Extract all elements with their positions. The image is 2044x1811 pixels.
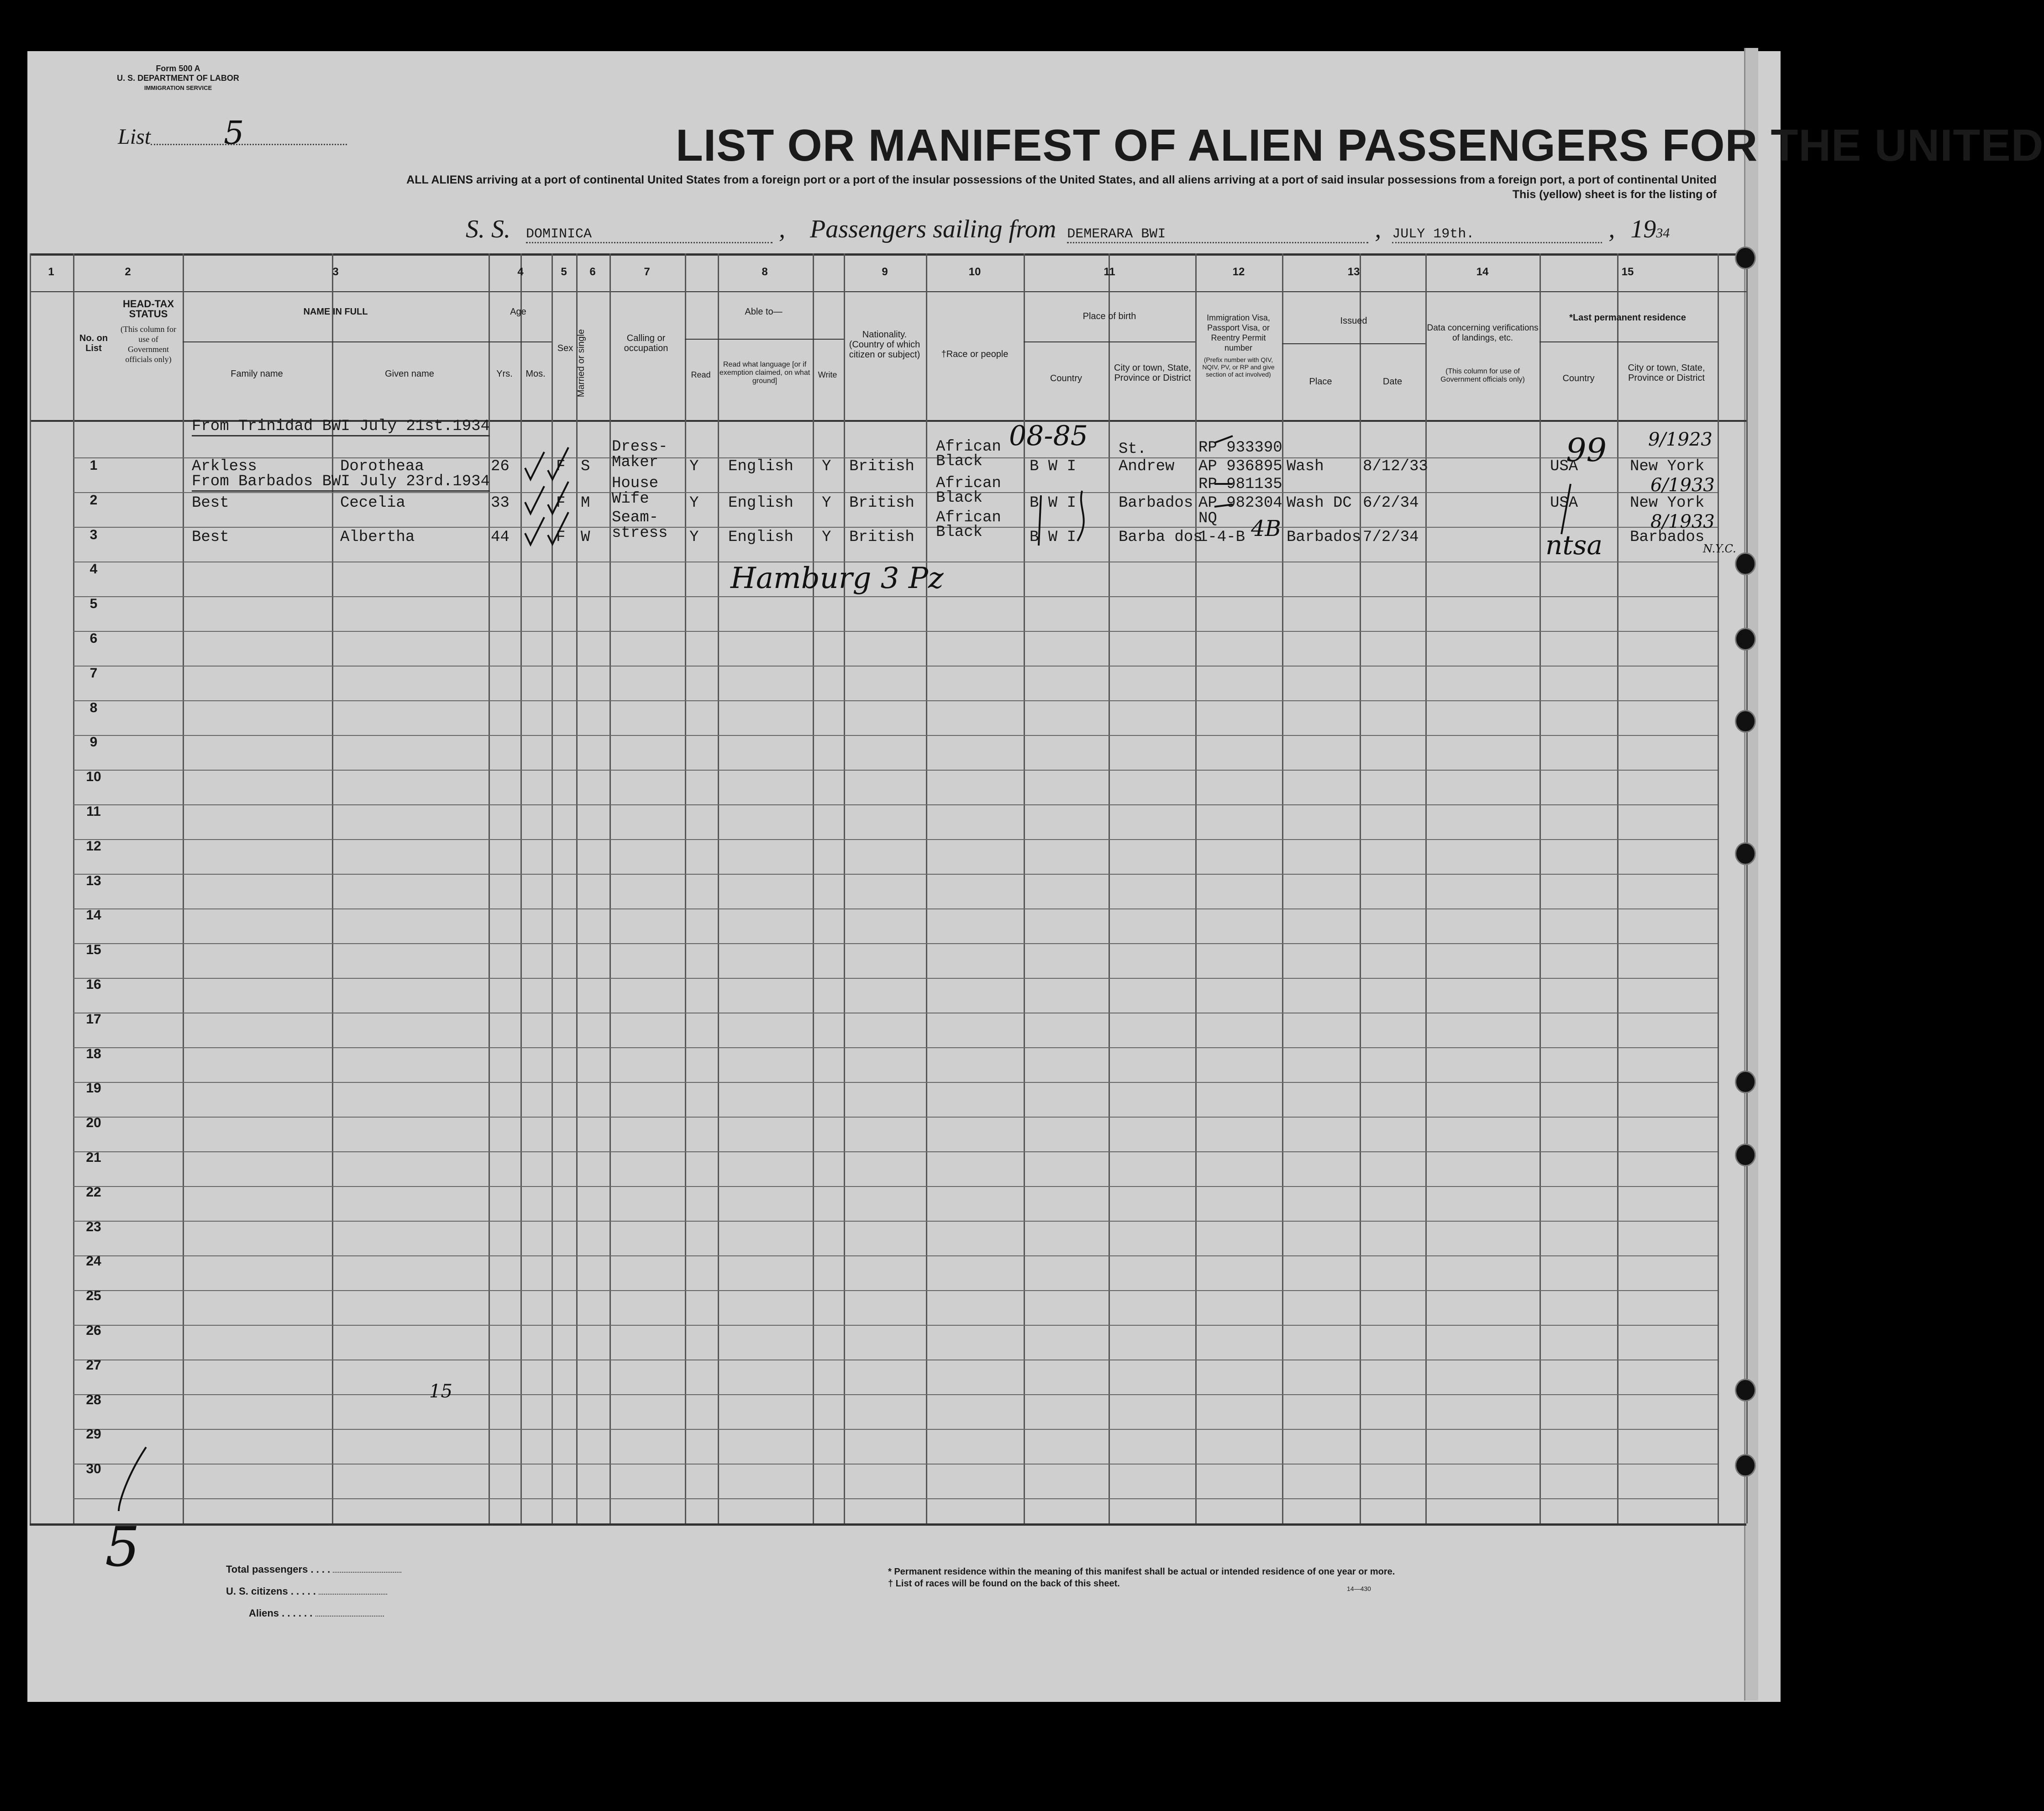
row-number: 30 bbox=[86, 1461, 101, 1477]
header-write: Write bbox=[818, 370, 837, 379]
list-label: List bbox=[118, 125, 151, 149]
header-calling: Calling or occupation bbox=[624, 333, 668, 353]
row-number: 17 bbox=[86, 1011, 101, 1027]
passenger-issued-place: Barbados bbox=[1287, 529, 1361, 546]
sailing-from: DEMERARA BWI bbox=[1067, 226, 1368, 243]
passenger-res-country: USA bbox=[1550, 458, 1578, 475]
passenger-birth-city2: Andrew bbox=[1119, 458, 1175, 475]
row-number: 18 bbox=[86, 1046, 101, 1061]
punch-hole bbox=[1735, 1379, 1756, 1402]
column-number: 13 bbox=[1347, 266, 1360, 278]
passenger-birth-city2: Barbados bbox=[1119, 494, 1193, 512]
passenger-yrs: 26 bbox=[491, 458, 510, 475]
passenger-issued-date: 6/2/34 bbox=[1363, 494, 1419, 512]
punch-hole bbox=[1735, 628, 1756, 651]
header-place-of-birth: Place of birth bbox=[1082, 311, 1136, 321]
list-number: 5 bbox=[224, 114, 244, 152]
hand-note: Hamburg 3 Pz bbox=[730, 562, 944, 595]
passenger-race2: Black bbox=[936, 489, 983, 507]
row-number: 21 bbox=[86, 1150, 101, 1165]
tally-mark bbox=[1077, 491, 1084, 541]
passenger-birth-country: B W I bbox=[1030, 529, 1077, 546]
hand-date-1: 9/1923 bbox=[1648, 429, 1713, 450]
row-number: 24 bbox=[86, 1254, 101, 1269]
column-number: 9 bbox=[882, 266, 888, 278]
column-number: 5 bbox=[561, 266, 567, 278]
form-number: Form 500 A bbox=[156, 64, 200, 73]
passenger-calling2: Maker bbox=[612, 454, 659, 471]
punch-hole bbox=[1735, 842, 1756, 865]
header-given: Given name bbox=[385, 369, 434, 379]
row-number: 14 bbox=[86, 908, 101, 923]
footer-aliens-label: Aliens bbox=[249, 1607, 279, 1619]
hand-scribble: ntsa bbox=[1545, 530, 1603, 561]
column-number: 3 bbox=[332, 266, 339, 278]
header-country: Country bbox=[1050, 373, 1082, 383]
header-head-tax-note: (This column for use of Government officials only) bbox=[121, 325, 176, 364]
sailing-label: Passengers sailing from bbox=[810, 215, 1056, 243]
header-place: Place bbox=[1309, 377, 1332, 387]
header-race: †Race or people bbox=[941, 349, 1009, 359]
header-data-concerning: Data concerning verifications of landings, etc. bbox=[1427, 323, 1539, 343]
row-number: 25 bbox=[86, 1288, 101, 1304]
dash-mark bbox=[1214, 436, 1233, 507]
header-issued: Issued bbox=[1340, 316, 1367, 326]
row-number: 11 bbox=[86, 804, 101, 819]
footer-citizens: U. S. citizens . . . . . bbox=[226, 1585, 387, 1597]
passenger-write: Y bbox=[822, 529, 831, 546]
row-number: 27 bbox=[86, 1357, 101, 1373]
column-number: 2 bbox=[125, 266, 131, 278]
sailing-date: JULY 19th. bbox=[1392, 226, 1602, 243]
row-number: 8 bbox=[89, 700, 98, 715]
footer-note-2: † List of races will be found on the back of this sheet. bbox=[888, 1579, 1120, 1589]
header-read-language: Read what language [or if exemption claimed, on what ground] bbox=[719, 361, 810, 385]
passenger-nationality: British bbox=[849, 494, 914, 512]
punch-hole bbox=[1735, 552, 1756, 575]
column-number: 7 bbox=[644, 266, 650, 278]
ship-prefix: S. S. bbox=[466, 215, 510, 243]
check-mark bbox=[548, 447, 568, 479]
row-number: 19 bbox=[86, 1081, 101, 1096]
header-res-country: Country bbox=[1562, 373, 1595, 383]
row-number: 7 bbox=[89, 665, 98, 681]
column-number: 1 bbox=[48, 266, 54, 278]
passenger-race2: Black bbox=[936, 524, 983, 541]
passenger-visa1: NQ bbox=[1198, 510, 1217, 527]
passenger-race1: African bbox=[936, 475, 1001, 492]
column-number: 10 bbox=[968, 266, 981, 278]
row-number: 10 bbox=[86, 769, 101, 785]
passenger-birth-country: B W I bbox=[1030, 458, 1077, 475]
passenger-read: Y bbox=[689, 494, 699, 512]
hand-corner: 5 bbox=[105, 1516, 140, 1579]
intro-line-1: ALL ALIENS arriving at a port of continental United States from a foreign port or a port of the insular possessions of the United States, and all aliens arriving at a port of said insular possessions from a foreign port, a port of continental United bbox=[406, 173, 1717, 186]
row-number: 23 bbox=[86, 1219, 101, 1234]
hand-res-code: 99 bbox=[1566, 431, 1607, 469]
passenger-res-city: New York bbox=[1630, 494, 1705, 512]
page-title: LIST OR MANIFEST OF ALIEN PASSENGERS FOR THE UNITED bbox=[676, 120, 2044, 170]
passenger-issued-date: 8/12/33 bbox=[1363, 458, 1428, 475]
header-visa-note: (Prefix number with QIV, NQIV, PV, or RP and give section of act involved) bbox=[1202, 356, 1275, 378]
row-number: 29 bbox=[86, 1427, 101, 1442]
passenger-visa1: RP 981135 bbox=[1198, 476, 1282, 493]
footer-code: 14—430 bbox=[1347, 1585, 1371, 1592]
section-trinidad: From Trinidad BWI July 21st.1934 bbox=[192, 418, 490, 436]
ship-name: DOMINICA bbox=[526, 226, 772, 243]
header-res-city: City or town, State, Province or District bbox=[1628, 363, 1705, 383]
header-last-residence: *Last permanent residence bbox=[1569, 313, 1686, 323]
passenger-birth-city2: Barba dos bbox=[1119, 529, 1203, 546]
header-visa: Immigration Visa, Passport Visa, or Reentry Permit number bbox=[1207, 313, 1270, 352]
footer-total-label: Total passengers bbox=[226, 1564, 308, 1575]
passenger-read: Y bbox=[689, 529, 699, 546]
passenger-status: M bbox=[581, 494, 590, 512]
check-mark bbox=[525, 486, 544, 514]
passenger-status: S bbox=[581, 458, 590, 475]
row-number: 16 bbox=[86, 977, 101, 992]
header-city: City or town, State, Province or District bbox=[1114, 363, 1191, 383]
passenger-calling1: Dress- bbox=[612, 438, 668, 456]
department: U. S. DEPARTMENT OF LABOR bbox=[117, 73, 239, 83]
passenger-race1: African bbox=[936, 438, 1001, 456]
passenger-given: Albertha bbox=[340, 529, 415, 546]
passenger-family: Arkless bbox=[192, 458, 257, 475]
tally-mark bbox=[1039, 495, 1041, 546]
row-number: 28 bbox=[86, 1392, 101, 1407]
row-number: 5 bbox=[89, 596, 98, 612]
check-marks bbox=[119, 436, 1571, 1511]
passenger-language: English bbox=[728, 529, 793, 546]
header-no: No. on List bbox=[79, 333, 108, 353]
tally-mark bbox=[1561, 484, 1571, 534]
row-number: 26 bbox=[86, 1323, 101, 1338]
footer-citizens-label: U. S. citizens bbox=[226, 1585, 288, 1597]
punch-hole bbox=[1735, 1144, 1756, 1166]
passenger-yrs: 44 bbox=[491, 529, 510, 546]
passenger-family: Best bbox=[192, 494, 229, 512]
passenger-write: Y bbox=[822, 494, 831, 512]
hand-birth-code: 08-85 bbox=[1009, 420, 1088, 452]
row-number: 22 bbox=[86, 1184, 101, 1200]
column-number: 4 bbox=[517, 266, 524, 278]
passenger-given: Dorotheaa bbox=[340, 458, 424, 475]
passenger-language: English bbox=[728, 458, 793, 475]
header-name: NAME IN FULL bbox=[303, 307, 368, 317]
hand-date-2: 6/1933 bbox=[1650, 475, 1715, 496]
row-number: 13 bbox=[86, 873, 101, 888]
passenger-res-city: Barbados bbox=[1630, 529, 1705, 546]
header-age: Age bbox=[510, 307, 526, 317]
column-number: 12 bbox=[1232, 266, 1245, 278]
header-sex: Sex bbox=[557, 343, 573, 353]
passenger-write: Y bbox=[822, 458, 831, 475]
column-number: 11 bbox=[1103, 266, 1115, 278]
punch-hole bbox=[1735, 1071, 1756, 1093]
passenger-sex: F bbox=[556, 529, 566, 546]
passenger-calling1: House bbox=[612, 475, 659, 492]
passenger-nationality: British bbox=[849, 529, 914, 546]
passenger-issued-place: Wash bbox=[1287, 458, 1324, 475]
header-family: Family name bbox=[231, 369, 283, 379]
hand-nyc: N.Y.C. bbox=[1703, 542, 1736, 555]
hand-visa-mark: 4B bbox=[1251, 516, 1281, 541]
passenger-res-city: New York bbox=[1630, 458, 1705, 475]
footer-total: Total passengers . . . . bbox=[226, 1564, 401, 1575]
passenger-read: Y bbox=[689, 458, 699, 475]
passenger-birth-city1: St. bbox=[1119, 441, 1147, 458]
column-number: 8 bbox=[762, 266, 768, 278]
passenger-sex: F bbox=[556, 458, 566, 475]
row-number: 2 bbox=[89, 492, 98, 508]
service: IMMIGRATION SERVICE bbox=[144, 84, 212, 91]
check-mark bbox=[525, 452, 544, 479]
passenger-status: W bbox=[581, 529, 590, 546]
header-read: Read bbox=[691, 370, 711, 379]
section-barbados: From Barbados BWI July 23rd.1934 bbox=[192, 473, 490, 492]
diagonal-mark bbox=[119, 1447, 146, 1511]
header-yrs: Yrs. bbox=[496, 369, 513, 379]
passenger-calling2: Wife bbox=[612, 490, 649, 508]
passenger-visa2: 1-4-B bbox=[1198, 529, 1245, 546]
year-prefix: 19 bbox=[1630, 215, 1656, 243]
ship-line: S. S. DOMINICA , Passengers sailing from DEMERARA BWI , JULY 19th. , 1934 bbox=[466, 215, 1670, 243]
passenger-calling2: stress bbox=[612, 525, 668, 542]
column-number: 15 bbox=[1621, 266, 1634, 278]
footer-aliens: Aliens . . . . . . bbox=[249, 1607, 384, 1619]
row-number: 1 bbox=[89, 458, 98, 473]
row-number: 20 bbox=[86, 1115, 101, 1131]
row-number: 12 bbox=[86, 838, 101, 854]
passenger-language: English bbox=[728, 494, 793, 512]
check-mark bbox=[548, 482, 568, 514]
passenger-race1: African bbox=[936, 509, 1001, 526]
passenger-nationality: British bbox=[849, 458, 914, 475]
passenger-issued-place: Wash DC bbox=[1287, 494, 1352, 512]
header-data-note: (This column for use of Government officials only) bbox=[1440, 367, 1525, 383]
header-nationality: Nationality. (Country of which citizen or subject) bbox=[849, 330, 920, 360]
column-number: 6 bbox=[589, 266, 596, 278]
passenger-birth-country: B W I bbox=[1030, 494, 1077, 512]
passenger-calling1: Seam- bbox=[612, 509, 659, 526]
header-mos: Mos. bbox=[525, 369, 546, 379]
passenger-issued-date: 7/2/34 bbox=[1363, 529, 1419, 546]
intro-line-2: This (yellow) sheet is for the listing of bbox=[1512, 188, 1717, 201]
check-mark bbox=[548, 512, 568, 544]
row-number: 9 bbox=[89, 735, 98, 750]
hand-date-3: 8/1933 bbox=[1650, 511, 1715, 532]
passenger-visa2: AP 936895 bbox=[1198, 458, 1282, 475]
row-number: 4 bbox=[89, 562, 98, 577]
passenger-yrs: 33 bbox=[491, 494, 510, 512]
punch-hole bbox=[1735, 1454, 1756, 1477]
row-number: 3 bbox=[89, 527, 98, 542]
row-number: 6 bbox=[89, 631, 98, 646]
hand-count: 15 bbox=[429, 1381, 452, 1402]
header-married: Married or single bbox=[576, 329, 586, 397]
punch-hole bbox=[1735, 710, 1756, 733]
footer-note-1: * Permanent residence within the meaning of this manifest shall be actual or intended residence of one year or more. bbox=[888, 1567, 1395, 1577]
passenger-sex: F bbox=[556, 494, 566, 512]
passenger-race2: Black bbox=[936, 453, 983, 470]
passenger-visa2: AP 982304 bbox=[1198, 494, 1282, 512]
header-head-tax: HEAD-TAX STATUS bbox=[122, 298, 174, 320]
header-able-to: Able to— bbox=[745, 307, 783, 317]
punch-hole bbox=[1735, 247, 1756, 269]
passenger-res-country: USA bbox=[1550, 494, 1578, 512]
header-date: Date bbox=[1382, 377, 1403, 387]
year-suffix: 34 bbox=[1656, 226, 1670, 241]
passenger-visa1: RP 933390 bbox=[1198, 439, 1282, 457]
column-number: 14 bbox=[1476, 266, 1489, 278]
row-number: 15 bbox=[86, 942, 101, 958]
check-mark bbox=[525, 517, 544, 545]
passenger-given: Cecelia bbox=[340, 494, 405, 512]
passenger-family: Best bbox=[192, 529, 229, 546]
